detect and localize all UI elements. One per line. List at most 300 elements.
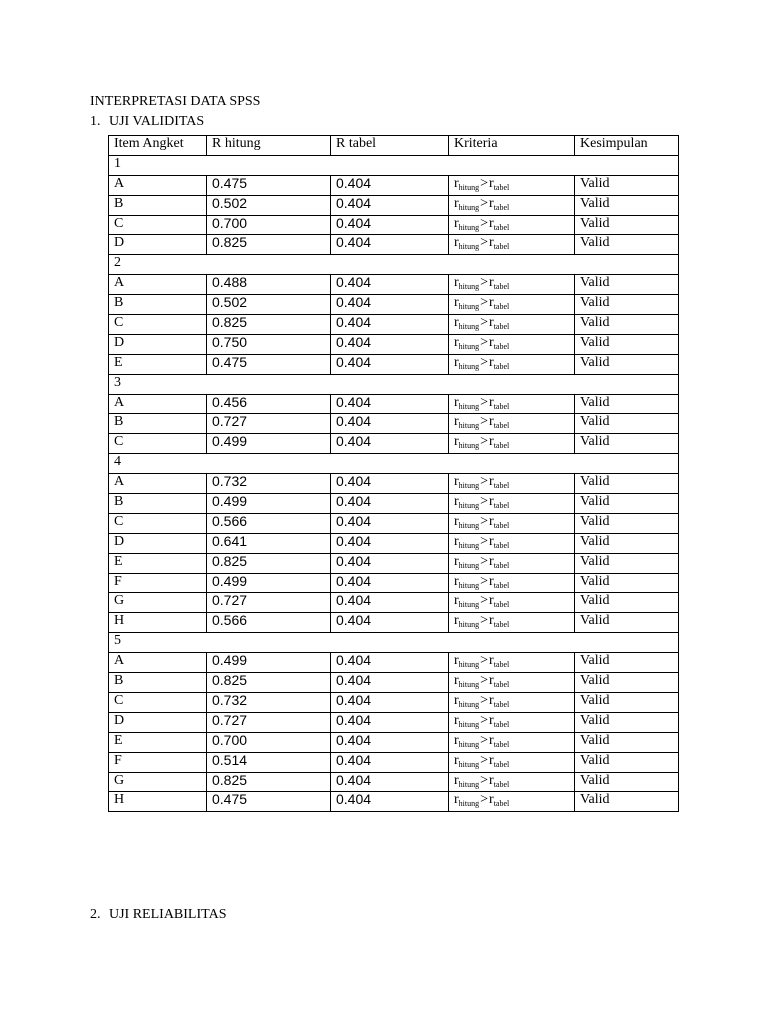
group-label: 1: [109, 155, 679, 175]
criteria-r: r: [454, 394, 459, 410]
r-hitung-cell: 0.514: [207, 752, 331, 772]
criteria-sub-hitung: hitung: [458, 302, 480, 312]
item-cell: A: [109, 175, 207, 195]
section-heading-validity: [90, 114, 204, 130]
r-hitung-cell: 0.641: [207, 533, 331, 553]
kesimpulan-cell: Valid: [575, 474, 679, 494]
criteria-operator: >: [480, 573, 489, 589]
item-cell: B: [109, 673, 207, 693]
kesimpulan-cell: Valid: [575, 593, 679, 613]
r-hitung-cell: 0.499: [207, 434, 331, 454]
criteria-sub-hitung: hitung: [458, 282, 480, 292]
criteria-sub-tabel: tabel: [493, 302, 510, 312]
r-hitung-cell: 0.502: [207, 295, 331, 315]
criteria-r: r: [454, 792, 459, 808]
validity-table: [108, 135, 679, 812]
header-r-tabel: R tabel: [331, 136, 449, 156]
kesimpulan-cell: Valid: [575, 434, 679, 454]
section-heading-reliability: [90, 907, 226, 923]
item-cell: H: [109, 792, 207, 812]
criteria-r: r: [489, 315, 494, 331]
criteria-sub-hitung: hitung: [458, 600, 480, 610]
item-cell: D: [109, 235, 207, 255]
r-tabel-cell: 0.404: [331, 692, 449, 712]
kriteria-cell: [449, 732, 575, 752]
item-cell: B: [109, 494, 207, 514]
r-tabel-cell: 0.404: [331, 354, 449, 374]
kesimpulan-cell: Valid: [575, 295, 679, 315]
criteria-r: r: [489, 414, 494, 430]
criteria-r: r: [454, 593, 459, 609]
kesimpulan-cell: Valid: [575, 334, 679, 354]
page-title: INTERPRETASI DATA SPSS: [90, 94, 261, 109]
kesimpulan-cell: Valid: [575, 394, 679, 414]
criteria-sub-hitung: hitung: [458, 719, 480, 729]
item-cell: C: [109, 215, 207, 235]
criteria-operator: >: [480, 732, 489, 748]
criteria-sub-tabel: tabel: [493, 799, 510, 809]
r-hitung-cell: 0.750: [207, 334, 331, 354]
kriteria-cell: [449, 513, 575, 533]
item-cell: E: [109, 553, 207, 573]
criteria-r: r: [454, 334, 459, 350]
validity-table-body: [109, 136, 679, 812]
table-row: [109, 553, 679, 573]
criteria-sub-tabel: tabel: [493, 520, 510, 530]
criteria-sub-tabel: tabel: [493, 341, 510, 351]
criteria-operator: >: [480, 434, 489, 450]
table-row: [109, 235, 679, 255]
criteria-sub-tabel: tabel: [493, 481, 510, 491]
r-tabel-cell: 0.404: [331, 712, 449, 732]
criteria-operator: >: [480, 315, 489, 331]
kriteria-cell: [449, 533, 575, 553]
kesimpulan-cell: Valid: [575, 235, 679, 255]
r-tabel-cell: 0.404: [331, 235, 449, 255]
criteria-r: r: [454, 315, 459, 331]
table-row: [109, 573, 679, 593]
criteria-r: r: [489, 474, 494, 490]
kriteria-cell: [449, 653, 575, 673]
kriteria-cell: [449, 553, 575, 573]
group-label: 3: [109, 374, 679, 394]
table-row: [109, 175, 679, 195]
criteria-sub-hitung: hitung: [458, 580, 480, 590]
criteria-sub-hitung: hitung: [458, 182, 480, 192]
criteria-sub-tabel: tabel: [493, 680, 510, 690]
item-cell: G: [109, 772, 207, 792]
kriteria-cell: [449, 692, 575, 712]
r-tabel-cell: 0.404: [331, 394, 449, 414]
r-hitung-cell: 0.499: [207, 573, 331, 593]
r-tabel-cell: 0.404: [331, 772, 449, 792]
criteria-r: r: [454, 673, 459, 689]
criteria-sub-hitung: hitung: [458, 699, 480, 709]
r-hitung-cell: 0.502: [207, 195, 331, 215]
criteria-sub-tabel: tabel: [493, 779, 510, 789]
criteria-operator: >: [480, 692, 489, 708]
criteria-operator: >: [480, 533, 489, 549]
kriteria-cell: [449, 334, 575, 354]
kesimpulan-cell: Valid: [575, 513, 679, 533]
criteria-sub-hitung: hitung: [458, 441, 480, 451]
criteria-operator: >: [480, 613, 489, 629]
r-tabel-cell: 0.404: [331, 732, 449, 752]
kesimpulan-cell: Valid: [575, 792, 679, 812]
item-cell: F: [109, 752, 207, 772]
table-row: [109, 354, 679, 374]
criteria-sub-tabel: tabel: [493, 441, 510, 451]
kriteria-cell: [449, 235, 575, 255]
criteria-sub-tabel: tabel: [493, 361, 510, 371]
table-row: [109, 334, 679, 354]
criteria-r: r: [454, 772, 459, 788]
criteria-sub-tabel: tabel: [493, 401, 510, 411]
table-row: [109, 712, 679, 732]
criteria-operator: >: [480, 513, 489, 529]
table-row: [109, 593, 679, 613]
item-cell: B: [109, 295, 207, 315]
criteria-operator: >: [480, 653, 489, 669]
criteria-r: r: [489, 792, 494, 808]
kesimpulan-cell: Valid: [575, 553, 679, 573]
table-row: [109, 195, 679, 215]
criteria-operator: >: [480, 235, 489, 251]
kriteria-cell: [449, 573, 575, 593]
table-header-row: [109, 136, 679, 156]
item-cell: C: [109, 513, 207, 533]
kesimpulan-cell: Valid: [575, 414, 679, 434]
r-hitung-cell: 0.566: [207, 613, 331, 633]
group-row: [109, 454, 679, 474]
header-r-hitung: R hitung: [207, 136, 331, 156]
criteria-r: r: [454, 653, 459, 669]
group-row: [109, 155, 679, 175]
item-cell: B: [109, 414, 207, 434]
section-number: 2.: [90, 907, 101, 922]
criteria-operator: >: [480, 673, 489, 689]
kriteria-cell: [449, 195, 575, 215]
kesimpulan-cell: Valid: [575, 494, 679, 514]
r-hitung-cell: 0.732: [207, 474, 331, 494]
item-cell: E: [109, 354, 207, 374]
criteria-r: r: [489, 434, 494, 450]
criteria-r: r: [454, 175, 459, 191]
criteria-operator: >: [480, 474, 489, 490]
table-row: [109, 613, 679, 633]
kesimpulan-cell: Valid: [575, 673, 679, 693]
criteria-r: r: [489, 613, 494, 629]
criteria-r: r: [489, 394, 494, 410]
r-tabel-cell: 0.404: [331, 175, 449, 195]
header-kriteria: Kriteria: [449, 136, 575, 156]
item-cell: C: [109, 434, 207, 454]
criteria-sub-hitung: hitung: [458, 520, 480, 530]
item-cell: A: [109, 275, 207, 295]
criteria-sub-hitung: hitung: [458, 421, 480, 431]
item-cell: D: [109, 334, 207, 354]
r-hitung-cell: 0.727: [207, 712, 331, 732]
r-hitung-cell: 0.727: [207, 593, 331, 613]
r-tabel-cell: 0.404: [331, 215, 449, 235]
criteria-r: r: [489, 533, 494, 549]
r-hitung-cell: 0.488: [207, 275, 331, 295]
criteria-operator: >: [480, 295, 489, 311]
kesimpulan-cell: Valid: [575, 315, 679, 335]
criteria-sub-tabel: tabel: [493, 540, 510, 550]
r-tabel-cell: 0.404: [331, 494, 449, 514]
group-row: [109, 255, 679, 275]
kriteria-cell: [449, 315, 575, 335]
group-row: [109, 633, 679, 653]
table-row: [109, 474, 679, 494]
r-hitung-cell: 0.499: [207, 494, 331, 514]
criteria-r: r: [454, 275, 459, 291]
r-tabel-cell: 0.404: [331, 315, 449, 335]
criteria-r: r: [454, 295, 459, 311]
table-row: [109, 513, 679, 533]
r-hitung-cell: 0.566: [207, 513, 331, 533]
r-tabel-cell: 0.404: [331, 553, 449, 573]
criteria-r: r: [489, 275, 494, 291]
criteria-sub-tabel: tabel: [493, 600, 510, 610]
criteria-sub-hitung: hitung: [458, 799, 480, 809]
criteria-sub-tabel: tabel: [493, 660, 510, 670]
criteria-r: r: [489, 295, 494, 311]
item-cell: D: [109, 533, 207, 553]
r-tabel-cell: 0.404: [331, 513, 449, 533]
r-tabel-cell: 0.404: [331, 334, 449, 354]
r-tabel-cell: 0.404: [331, 414, 449, 434]
criteria-r: r: [454, 692, 459, 708]
criteria-r: r: [489, 513, 494, 529]
kriteria-cell: [449, 354, 575, 374]
table-row: [109, 673, 679, 693]
criteria-operator: >: [480, 394, 489, 410]
criteria-r: r: [454, 573, 459, 589]
criteria-r: r: [454, 354, 459, 370]
criteria-sub-hitung: hitung: [458, 680, 480, 690]
group-row: [109, 374, 679, 394]
kriteria-cell: [449, 275, 575, 295]
section-title: UJI VALIDITAS: [109, 114, 205, 129]
criteria-operator: >: [480, 494, 489, 510]
r-hitung-cell: 0.475: [207, 792, 331, 812]
criteria-sub-hitung: hitung: [458, 401, 480, 411]
table-row: [109, 414, 679, 434]
section-title: UJI RELIABILITAS: [109, 907, 227, 922]
criteria-sub-hitung: hitung: [458, 361, 480, 371]
criteria-r: r: [489, 752, 494, 768]
kesimpulan-cell: Valid: [575, 613, 679, 633]
criteria-sub-hitung: hitung: [458, 341, 480, 351]
criteria-operator: >: [480, 215, 489, 231]
kriteria-cell: [449, 772, 575, 792]
table-row: [109, 494, 679, 514]
criteria-sub-tabel: tabel: [493, 421, 510, 431]
r-tabel-cell: 0.404: [331, 613, 449, 633]
kriteria-cell: [449, 175, 575, 195]
kesimpulan-cell: Valid: [575, 215, 679, 235]
criteria-r: r: [454, 553, 459, 569]
item-cell: D: [109, 712, 207, 732]
table-row: [109, 434, 679, 454]
item-cell: H: [109, 613, 207, 633]
table-row: [109, 394, 679, 414]
criteria-sub-hitung: hitung: [458, 540, 480, 550]
kesimpulan-cell: Valid: [575, 354, 679, 374]
kriteria-cell: [449, 215, 575, 235]
r-tabel-cell: 0.404: [331, 792, 449, 812]
criteria-sub-tabel: tabel: [493, 282, 510, 292]
table-row: [109, 772, 679, 792]
criteria-sub-tabel: tabel: [493, 322, 510, 332]
item-cell: A: [109, 474, 207, 494]
table-row: [109, 533, 679, 553]
kesimpulan-cell: Valid: [575, 533, 679, 553]
criteria-r: r: [454, 613, 459, 629]
kriteria-cell: [449, 752, 575, 772]
criteria-operator: >: [480, 414, 489, 430]
criteria-operator: >: [480, 354, 489, 370]
criteria-r: r: [454, 414, 459, 430]
criteria-r: r: [489, 653, 494, 669]
criteria-r: r: [454, 494, 459, 510]
header-item-angket: Item Angket: [109, 136, 207, 156]
r-hitung-cell: 0.732: [207, 692, 331, 712]
criteria-sub-hitung: hitung: [458, 759, 480, 769]
criteria-sub-hitung: hitung: [458, 660, 480, 670]
table-row: [109, 315, 679, 335]
r-hitung-cell: 0.825: [207, 553, 331, 573]
criteria-r: r: [454, 474, 459, 490]
kesimpulan-cell: Valid: [575, 692, 679, 712]
criteria-r: r: [454, 215, 459, 231]
criteria-r: r: [489, 354, 494, 370]
criteria-sub-tabel: tabel: [493, 560, 510, 570]
kriteria-cell: [449, 394, 575, 414]
criteria-r: r: [454, 732, 459, 748]
kriteria-cell: [449, 414, 575, 434]
item-cell: C: [109, 692, 207, 712]
table-row: [109, 752, 679, 772]
item-cell: C: [109, 315, 207, 335]
criteria-sub-tabel: tabel: [493, 242, 510, 252]
criteria-sub-hitung: hitung: [458, 739, 480, 749]
criteria-r: r: [489, 334, 494, 350]
group-label: 2: [109, 255, 679, 275]
r-tabel-cell: 0.404: [331, 573, 449, 593]
criteria-sub-hitung: hitung: [458, 222, 480, 232]
kesimpulan-cell: Valid: [575, 752, 679, 772]
r-tabel-cell: 0.404: [331, 434, 449, 454]
r-hitung-cell: 0.456: [207, 394, 331, 414]
criteria-sub-tabel: tabel: [493, 699, 510, 709]
criteria-r: r: [454, 712, 459, 728]
criteria-r: r: [454, 434, 459, 450]
item-cell: F: [109, 573, 207, 593]
criteria-r: r: [454, 195, 459, 211]
kriteria-cell: [449, 434, 575, 454]
group-label: 5: [109, 633, 679, 653]
r-hitung-cell: 0.499: [207, 653, 331, 673]
r-hitung-cell: 0.727: [207, 414, 331, 434]
kriteria-cell: [449, 474, 575, 494]
kriteria-cell: [449, 593, 575, 613]
table-row: [109, 295, 679, 315]
criteria-sub-tabel: tabel: [493, 501, 510, 511]
r-tabel-cell: 0.404: [331, 275, 449, 295]
criteria-r: r: [489, 215, 494, 231]
criteria-r: r: [454, 752, 459, 768]
criteria-r: r: [489, 692, 494, 708]
kesimpulan-cell: Valid: [575, 653, 679, 673]
r-hitung-cell: 0.825: [207, 235, 331, 255]
criteria-sub-tabel: tabel: [493, 222, 510, 232]
criteria-r: r: [489, 494, 494, 510]
r-tabel-cell: 0.404: [331, 593, 449, 613]
r-tabel-cell: 0.404: [331, 195, 449, 215]
kriteria-cell: [449, 613, 575, 633]
r-tabel-cell: 0.404: [331, 295, 449, 315]
criteria-operator: >: [480, 772, 489, 788]
table-row: [109, 732, 679, 752]
kesimpulan-cell: Valid: [575, 573, 679, 593]
criteria-sub-tabel: tabel: [493, 202, 510, 212]
kesimpulan-cell: Valid: [575, 712, 679, 732]
kriteria-cell: [449, 673, 575, 693]
criteria-sub-tabel: tabel: [493, 759, 510, 769]
criteria-operator: >: [480, 553, 489, 569]
r-hitung-cell: 0.700: [207, 215, 331, 235]
r-hitung-cell: 0.825: [207, 315, 331, 335]
criteria-sub-tabel: tabel: [493, 620, 510, 630]
criteria-r: r: [489, 195, 494, 211]
table-row: [109, 653, 679, 673]
item-cell: B: [109, 195, 207, 215]
item-cell: A: [109, 394, 207, 414]
criteria-sub-hitung: hitung: [458, 481, 480, 491]
table-row: [109, 275, 679, 295]
criteria-operator: >: [480, 712, 489, 728]
r-hitung-cell: 0.475: [207, 354, 331, 374]
criteria-operator: >: [480, 275, 489, 291]
criteria-r: r: [489, 573, 494, 589]
criteria-r: r: [454, 533, 459, 549]
criteria-sub-hitung: hitung: [458, 560, 480, 570]
criteria-sub-tabel: tabel: [493, 182, 510, 192]
criteria-operator: >: [480, 195, 489, 211]
criteria-r: r: [489, 235, 494, 251]
r-hitung-cell: 0.700: [207, 732, 331, 752]
criteria-sub-hitung: hitung: [458, 202, 480, 212]
criteria-r: r: [454, 235, 459, 251]
kriteria-cell: [449, 295, 575, 315]
r-tabel-cell: 0.404: [331, 653, 449, 673]
r-tabel-cell: 0.404: [331, 474, 449, 494]
item-cell: G: [109, 593, 207, 613]
r-hitung-cell: 0.475: [207, 175, 331, 195]
criteria-sub-hitung: hitung: [458, 501, 480, 511]
r-tabel-cell: 0.404: [331, 752, 449, 772]
criteria-r: r: [489, 772, 494, 788]
item-cell: E: [109, 732, 207, 752]
r-tabel-cell: 0.404: [331, 673, 449, 693]
table-row: [109, 215, 679, 235]
criteria-operator: >: [480, 334, 489, 350]
criteria-operator: >: [480, 792, 489, 808]
table-row: [109, 692, 679, 712]
